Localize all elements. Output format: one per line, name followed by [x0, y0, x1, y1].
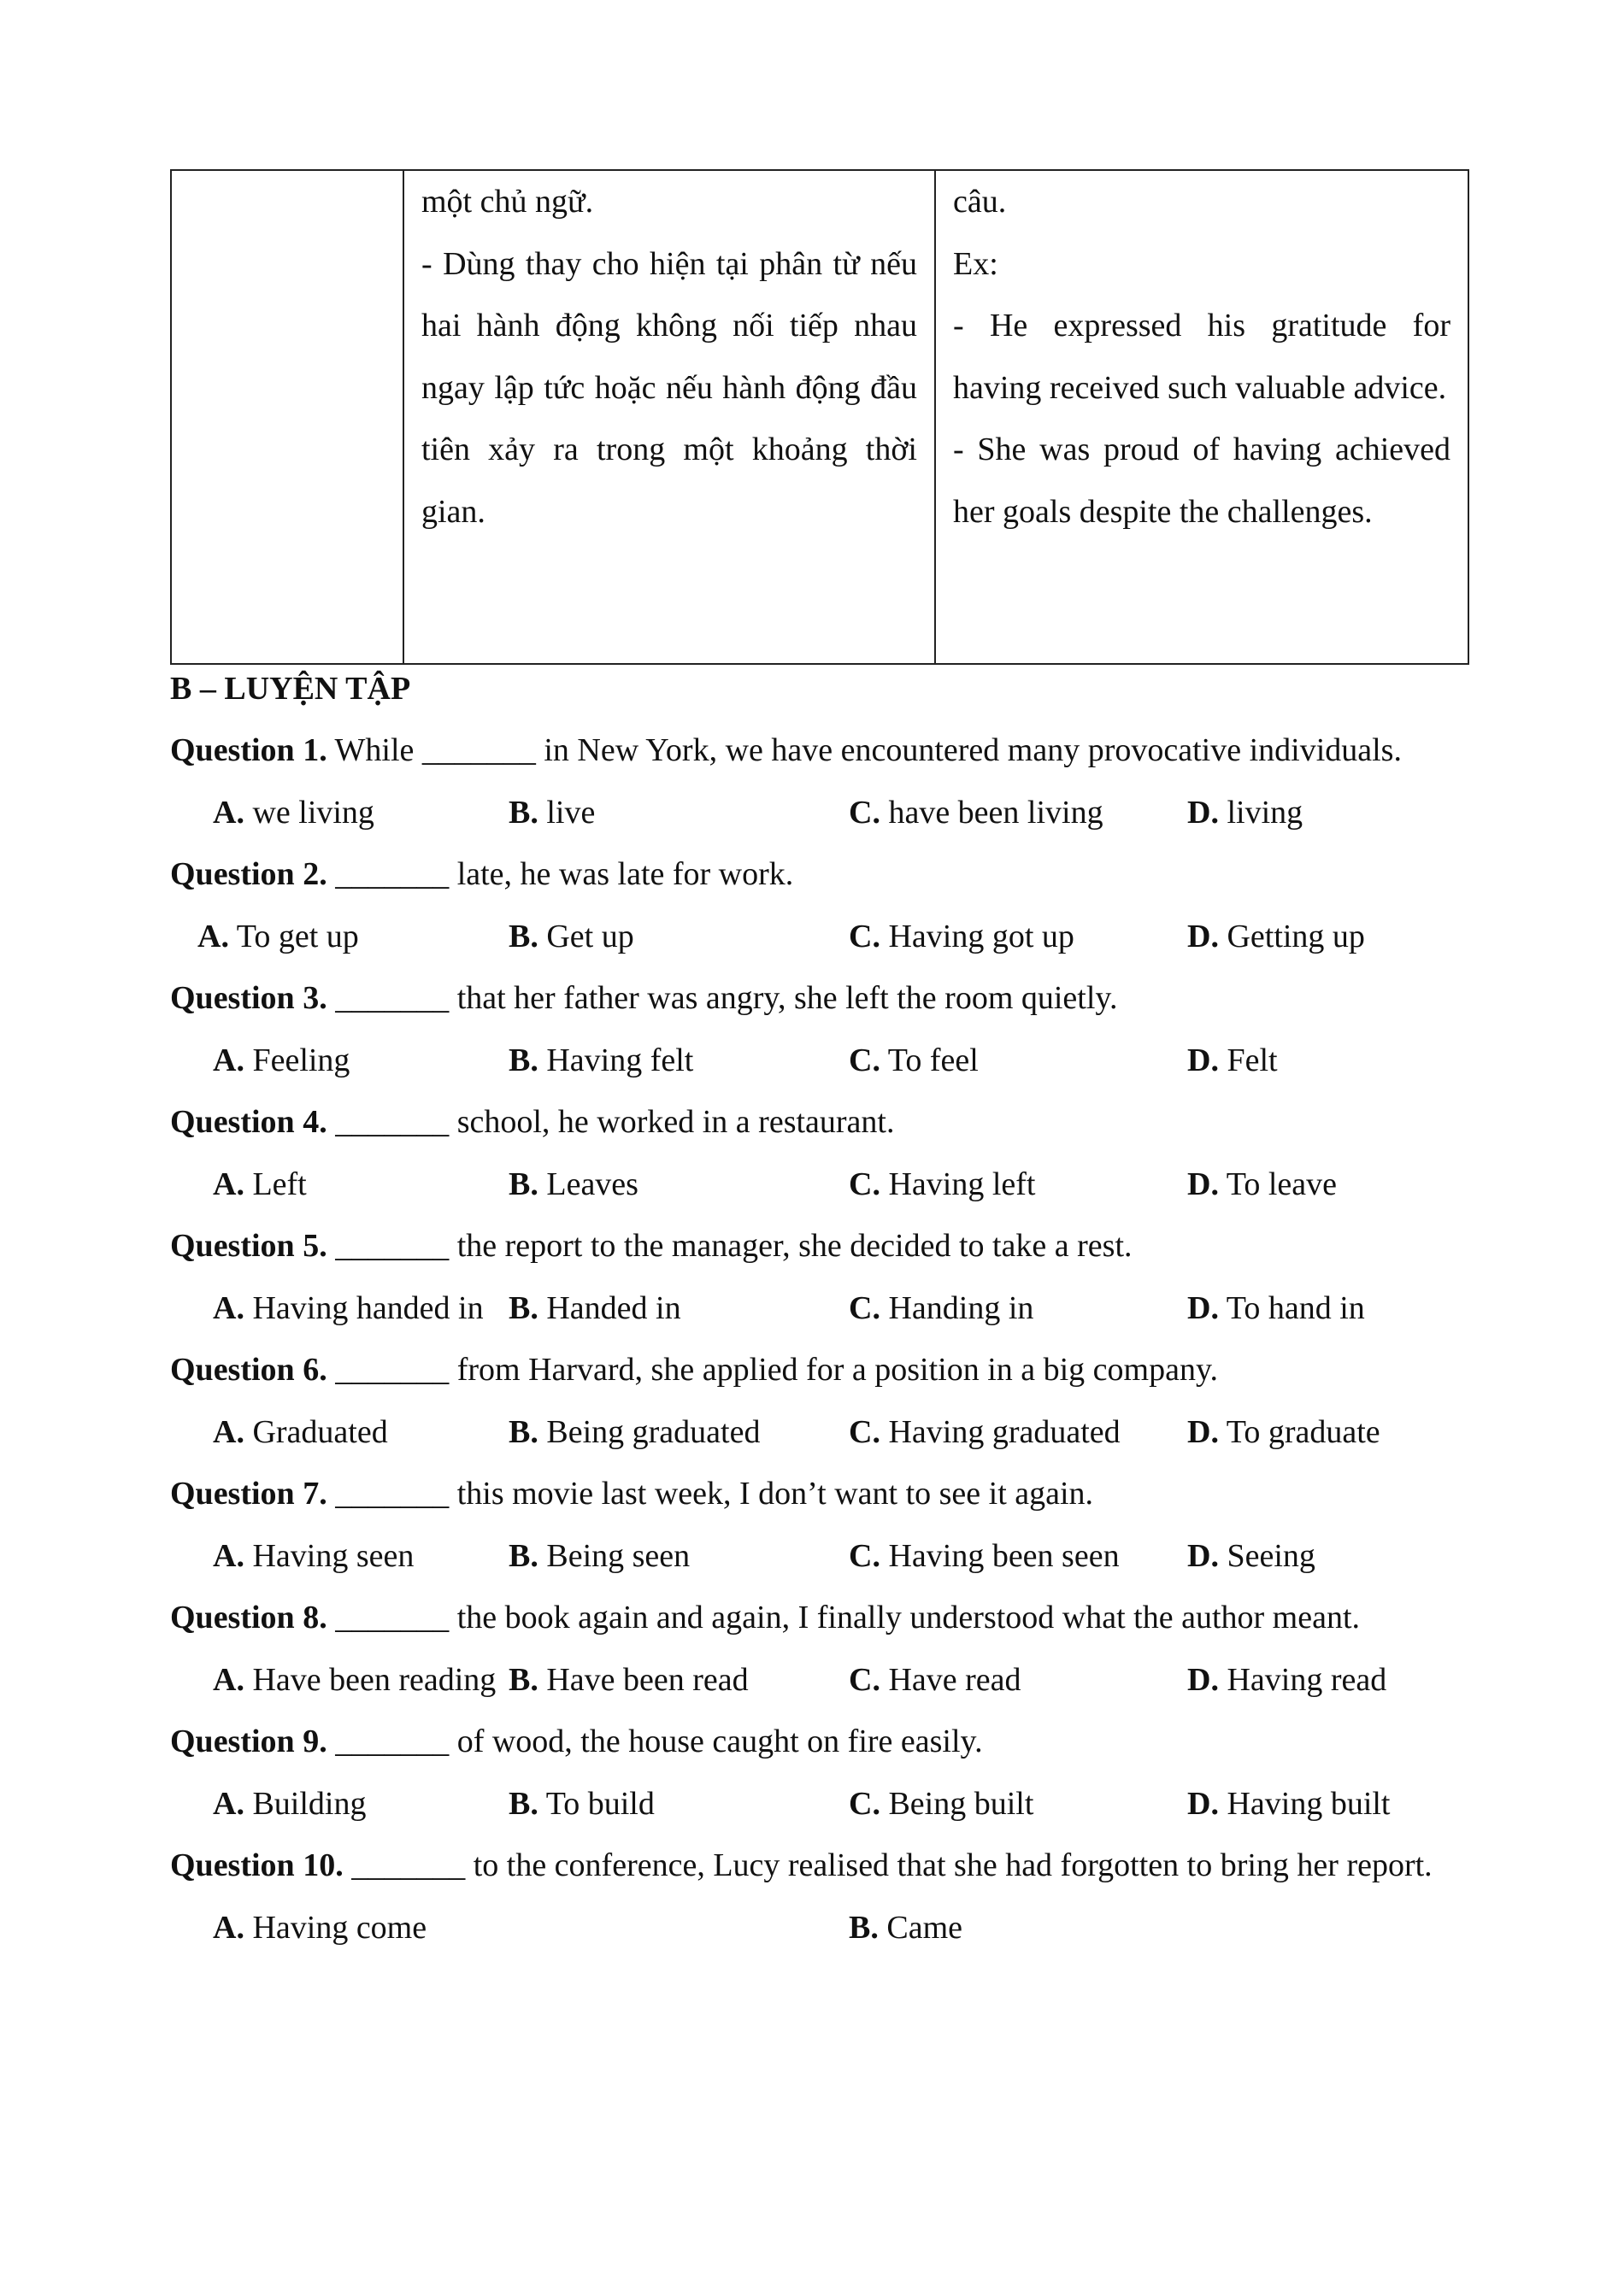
option-b[interactable]: B. Leaves	[509, 1166, 638, 1202]
question-text: _______ late, he was late for work.	[335, 856, 794, 892]
options-10	[170, 1897, 1469, 1959]
question-text: _______ school, he worked in a restaurant.	[335, 1104, 895, 1140]
option-b[interactable]: B. Get up	[509, 918, 634, 954]
option-a[interactable]: A. Feeling	[213, 1042, 350, 1078]
option-c[interactable]: C. Handing in	[849, 1289, 1034, 1326]
option-a[interactable]: A. we living	[213, 794, 374, 831]
options-5	[170, 1277, 1469, 1340]
options-8	[170, 1649, 1469, 1712]
options-4	[170, 1154, 1469, 1216]
question-label: Question 4.	[170, 1104, 327, 1140]
option-d[interactable]: D. Felt	[1187, 1042, 1278, 1078]
option-d[interactable]: D. living	[1187, 794, 1303, 831]
question-text: _______ that her father was angry, she left the room quietly.	[335, 980, 1118, 1016]
option-d[interactable]: D. Seeing	[1187, 1537, 1315, 1574]
question-label: Question 5.	[170, 1228, 327, 1264]
question-text: While _______ in New York, we have encountered many provocative individuals.	[334, 732, 1402, 768]
option-c[interactable]: C. Being built	[849, 1785, 1034, 1822]
option-c[interactable]: C. Having graduated	[849, 1413, 1121, 1450]
example-line: Ex:	[953, 245, 998, 282]
option-c[interactable]: C. Have read	[849, 1661, 1021, 1698]
question-6	[170, 1339, 1469, 1401]
question-5	[170, 1215, 1469, 1277]
question-text: _______ the report to the manager, she decided to take a rest.	[335, 1228, 1133, 1264]
grammar-table	[170, 169, 1469, 665]
option-b[interactable]: B. Came	[849, 1909, 962, 1946]
table-row	[171, 170, 1468, 664]
question-9	[170, 1711, 1469, 1773]
option-c[interactable]: C. Having left	[849, 1166, 1036, 1202]
option-a[interactable]: A. Having come	[213, 1909, 427, 1946]
option-d[interactable]: D. To graduate	[1187, 1413, 1380, 1450]
question-3	[170, 967, 1469, 1030]
question-text: _______ to the conference, Lucy realised that she had forgotten to bring her report.	[351, 1847, 1433, 1883]
option-a[interactable]: A. Have been reading	[213, 1661, 497, 1698]
option-a[interactable]: A. Having handed in	[213, 1289, 484, 1326]
usage-line: một chủ ngữ.	[421, 184, 594, 220]
option-b[interactable]: B. live	[509, 794, 596, 831]
question-4	[170, 1091, 1469, 1154]
option-c[interactable]: C. To feel	[849, 1042, 979, 1078]
question-1	[170, 719, 1469, 782]
question-label: Question 2.	[170, 856, 327, 892]
options-6	[170, 1401, 1469, 1464]
options-3	[170, 1030, 1469, 1092]
option-c[interactable]: C. Having been seen	[849, 1537, 1120, 1574]
table-cell-usage	[403, 170, 935, 664]
option-a[interactable]: A. Having seen	[213, 1537, 415, 1574]
option-d[interactable]: D. Getting up	[1187, 918, 1365, 954]
question-text: _______ from Harvard, she applied for a position in a big company.	[335, 1352, 1218, 1388]
option-b[interactable]: B. Have been read	[509, 1661, 749, 1698]
question-label: Question 9.	[170, 1723, 327, 1759]
option-b[interactable]: B. Having felt	[509, 1042, 694, 1078]
question-list	[170, 719, 1469, 1958]
options-1	[170, 782, 1469, 844]
question-text: _______ of wood, the house caught on fire easily.	[335, 1723, 983, 1759]
option-a[interactable]: A. To get up	[197, 918, 359, 954]
section-title: B – LUYỆN TẬP	[170, 671, 411, 707]
question-8	[170, 1587, 1469, 1649]
question-text: _______ the book again and again, I finally understood what the author meant.	[335, 1600, 1361, 1635]
options-7	[170, 1525, 1469, 1588]
option-b[interactable]: B. Handed in	[509, 1289, 681, 1326]
option-a[interactable]: A. Building	[213, 1785, 367, 1822]
question-label: Question 8.	[170, 1600, 327, 1635]
question-label: Question 7.	[170, 1476, 327, 1512]
example-line: - She was proud of having achieved her goals despite the challenges.	[953, 432, 1450, 530]
table-cell-structure	[171, 170, 403, 664]
example-line: câu.	[953, 184, 1007, 220]
option-b[interactable]: B. To build	[509, 1785, 655, 1822]
question-label: Question 10.	[170, 1847, 344, 1883]
option-b[interactable]: B. Being seen	[509, 1537, 691, 1574]
question-label: Question 3.	[170, 980, 327, 1016]
question-2	[170, 843, 1469, 906]
options-2	[170, 906, 1469, 968]
question-7	[170, 1463, 1469, 1525]
question-label: Question 6.	[170, 1352, 327, 1388]
question-label: Question 1.	[170, 732, 327, 768]
question-10	[170, 1835, 1469, 1897]
table-cell-example	[935, 170, 1468, 664]
option-d[interactable]: D. To hand in	[1187, 1289, 1365, 1326]
option-d[interactable]: D. Having read	[1187, 1661, 1387, 1698]
option-a[interactable]: A. Left	[213, 1166, 307, 1202]
options-9	[170, 1773, 1469, 1835]
option-a[interactable]: A. Graduated	[213, 1413, 388, 1450]
option-d[interactable]: D. Having built	[1187, 1785, 1391, 1822]
option-c[interactable]: C. have been living	[849, 794, 1103, 831]
option-c[interactable]: C. Having got up	[849, 918, 1074, 954]
question-text: _______ this movie last week, I don’t want to see it again.	[335, 1476, 1094, 1512]
example-line: - He expressed his gratitude for having received such valuable advice.	[953, 308, 1450, 406]
option-d[interactable]: D. To leave	[1187, 1166, 1337, 1202]
option-b[interactable]: B. Being graduated	[509, 1413, 761, 1450]
usage-line: - Dùng thay cho hiện tại phân từ nếu hai hành động không nối tiếp nhau ngay lập tức hoặc nếu hành động đầu tiên xảy ra trong một khoảng thời gian.	[421, 245, 917, 530]
